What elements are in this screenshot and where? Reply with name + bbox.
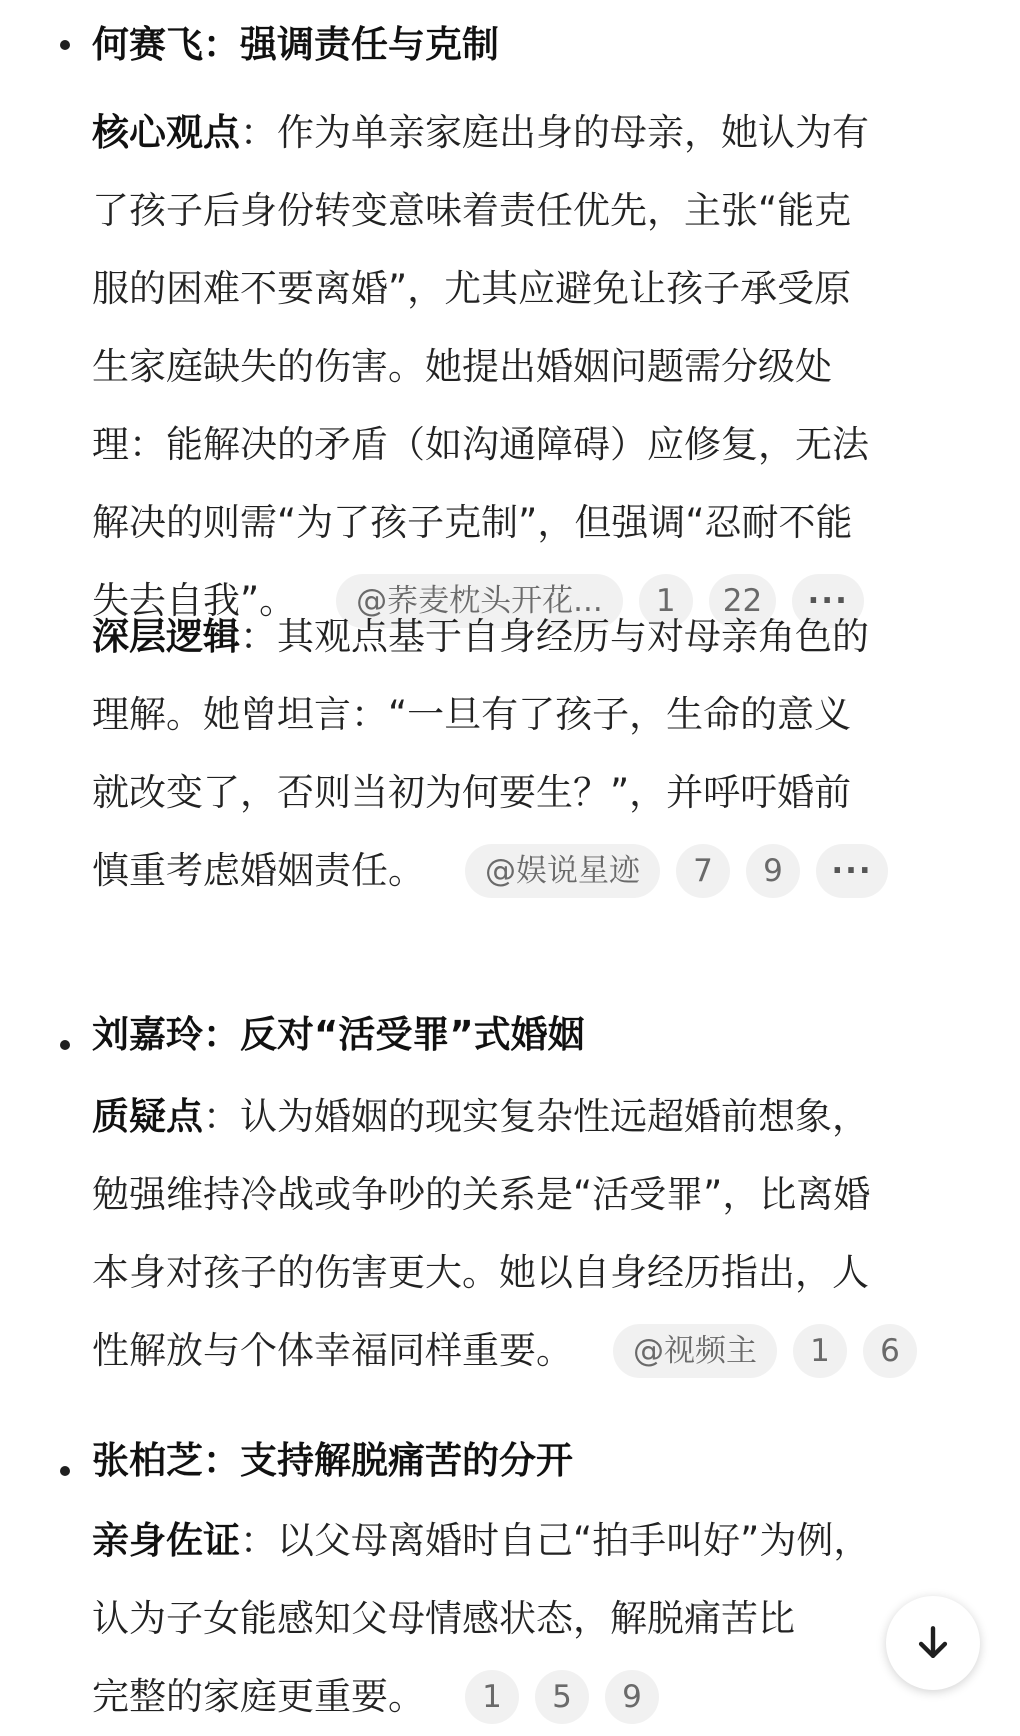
text-line: 解决的则需“为了孩子克制”，但强调“忍耐不能 (92, 501, 853, 544)
more-references-button[interactable]: ··· (816, 844, 888, 898)
text-line: 认为子女能感知父母情感状态，解脱痛苦比 (92, 1597, 795, 1640)
text-segment: 完整的家庭更重要。 (92, 1675, 425, 1718)
text-segment: 失去自我”。 (92, 579, 297, 622)
paragraph-label: 质疑点 (92, 1095, 203, 1138)
text-segment: 其观点基于自身经历与对母亲角色的 (277, 615, 869, 658)
text-line: 生家庭缺失的伤害。她提出婚姻问题需分级处 (92, 345, 832, 388)
text-segment: 认为婚姻的现实复杂性远超婚前想象， (240, 1095, 869, 1138)
text-line: 理：能解决的矛盾（如沟通障碍）应修复，无法 (92, 423, 869, 466)
text-line: 服的困难不要离婚”，尤其应避免让孩子承受原 (92, 267, 852, 310)
reference-number-chip[interactable]: 1 (639, 574, 693, 628)
text-line: 就改变了，否则当初为何要生？”，并呼吁婚前 (92, 771, 852, 814)
paragraph-label: 亲身佐证 (92, 1519, 240, 1562)
bullet-dot (60, 40, 70, 50)
bullet-dot (60, 1040, 70, 1050)
text-line (92, 598, 992, 676)
text-segment: 性解放与个体幸福同样重要。 (92, 1329, 573, 1372)
reference-number-chip[interactable]: 1 (465, 1670, 519, 1724)
source-chip[interactable]: @娱说星迹 (465, 844, 660, 898)
text-segment: 以父母离婚时自己“拍手叫好”为例， (277, 1519, 871, 1562)
paragraph-personal-evidence (92, 1502, 992, 1736)
reference-number-chip[interactable]: 22 (709, 574, 776, 628)
section-heading: 何赛飞：强调责任与克制 (92, 23, 499, 66)
paragraph-question-point (92, 1078, 992, 1390)
more-references-button[interactable]: ··· (792, 574, 864, 628)
reference-number-chip[interactable]: 6 (863, 1324, 917, 1378)
text-segment: 作为单亲家庭出身的母亲，她认为有 (277, 111, 869, 154)
bullet-dot (60, 1466, 70, 1476)
label-colon: ： (203, 1095, 240, 1138)
text-line: 了孩子后身份转变意味着责任优先，主张“能克 (92, 189, 852, 232)
text-line (92, 1312, 992, 1390)
paragraph-label: 核心观点 (92, 111, 240, 154)
text-line: 本身对孩子的伤害更大。她以自身经历指出，人 (92, 1251, 869, 1294)
reference-number-chip[interactable]: 7 (676, 844, 730, 898)
section-heading: 张柏芝：支持解脱痛苦的分开 (92, 1439, 573, 1482)
label-colon: ： (240, 111, 277, 154)
arrow-down-icon (911, 1621, 955, 1665)
paragraph-core-view (92, 94, 992, 640)
reference-number-chip[interactable]: 5 (535, 1670, 589, 1724)
paragraph-label: 深层逻辑 (92, 615, 240, 658)
label-colon: ： (240, 615, 277, 658)
reference-number-chip[interactable]: 9 (746, 844, 800, 898)
text-line (92, 1658, 992, 1736)
text-line (92, 1502, 992, 1580)
source-chip[interactable]: @视频主 (613, 1324, 777, 1378)
text-line: 理解。她曾坦言：“一旦有了孩子，生命的意义 (92, 693, 852, 736)
text-line (92, 1078, 992, 1156)
text-line: 勉强维持冷战或争吵的关系是“活受罪”，比离婚 (92, 1173, 871, 1216)
text-line (92, 832, 992, 910)
text-line (92, 94, 992, 172)
paragraph-deep-logic (92, 598, 992, 910)
label-colon: ： (240, 1519, 277, 1562)
reference-number-chip[interactable]: 9 (605, 1670, 659, 1724)
scroll-to-bottom-button[interactable] (886, 1596, 980, 1690)
source-chip[interactable]: @荞麦枕头开花... (336, 574, 623, 628)
section-heading: 刘嘉玲：反对“活受罪”式婚姻 (92, 1013, 585, 1056)
reference-number-chip[interactable]: 1 (793, 1324, 847, 1378)
text-segment: 慎重考虑婚姻责任。 (92, 849, 425, 892)
